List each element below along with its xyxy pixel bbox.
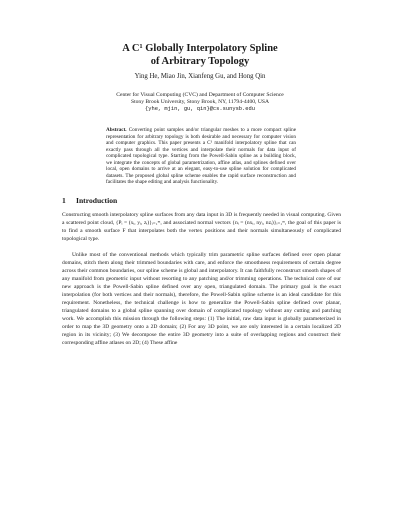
section-heading <box>62 196 117 205</box>
intro-paragraph-1 <box>62 211 341 243</box>
intro-paragraph-2 <box>62 251 341 347</box>
paper-title-line-2: of Arbitrary Topology <box>150 56 250 67</box>
affiliation-line-2: Stony Brook University, Stony Brook, NY, 11794-4400, USA <box>130 99 270 105</box>
author-email: {yhe, mjin, gu, qin}@cs.sunysb.edu <box>145 106 255 112</box>
section-title: Introduction <box>76 196 118 205</box>
intro-paragraph-2-text: Unlike most of the conventional methods which typically trim parametric spline surfaces defined over open planar domains, stitch them along their trimmed boundaries with care, and enforce the smoothness requirements of certain degree across their common boundaries, our spline scheme is global and interpolatory. It can faithfully reconstruct smooth shapes of any manifold from geometric input without resorting to any patching and/or trimming operations. The technical core of our new approach is the Powell-Sabin spline defined over any open, triangulated domain. The primary goal is the exact interpolation (for both vertices and their normals), therefore, the Powell-Sabin spline scheme is an ideal candidate for this requirement. Nonetheless, the technical challenge is how to generalize the Powell-Sabin spline defined over planar, triangulated domains to a global spline spanning over domain of complicated topology without any cutting and patching work. We accomplish this mission through the following steps: (1) The initial, raw data input is globally parameterized in order to map the 3D geometry onto a 2D domain; (2) For any 3D point, we are only interested in a certain localized 2D region in its vicinity; (3) We decompose the entire 3D geometry into a suite of overlapping regions and construct their corresponding affine atlases on 2D; (4) These affine <box>62 252 341 346</box>
paper-title-line-1: A C¹ Globally Interpolatory Spline <box>122 43 278 54</box>
intro-paragraph-1-text: Constructing smooth interpolatory spline surfaces from any data input in 3D is frequently needed in visual computing. Given a scattered point cloud, {Pᵢ = (xᵢ, yᵢ, zᵢ)}ᵢ₌₁ᵐ, and associated normal vectors {nᵢ = (nxᵢ, nyᵢ, nzᵢ)}ᵢ₌₁ᵐ, the goal of this paper is to find a smooth surface F that interpolates both the vertex positions and their normals simultaneously of complicated topological type. <box>62 212 341 242</box>
abstract-block <box>106 127 296 186</box>
author-list: Ying He, Miao Jin, Xianfeng Gu, and Hong Qin <box>134 73 266 80</box>
abstract-text: Converting point samples and/or triangular meshes to a more compact spline representation for arbitrary topology is both desirable and necessary for computer vision and computer graphics. This paper presents a C¹ manifold interpolatory spline that can exactly pass through all the vertices and interpolate their normals for data input of complicated topological type. Starting from the Powell-Sabin spline as a building block, we integrate the concepts of global parametrization, affine atlas, and splines defined over local, open domains to arrive at an elegant, easy-to-use spline solution for complicated datasets. The proposed global spline scheme enables the rapid surface reconstruction and facilitates the shape editing and analysis functionality. <box>106 127 296 186</box>
abstract-label: Abstract. <box>106 127 127 133</box>
affiliation-line-1: Center for Visual Computing (CVC) and Department of Computer Science <box>116 92 284 98</box>
section-number: 1 <box>62 196 66 205</box>
